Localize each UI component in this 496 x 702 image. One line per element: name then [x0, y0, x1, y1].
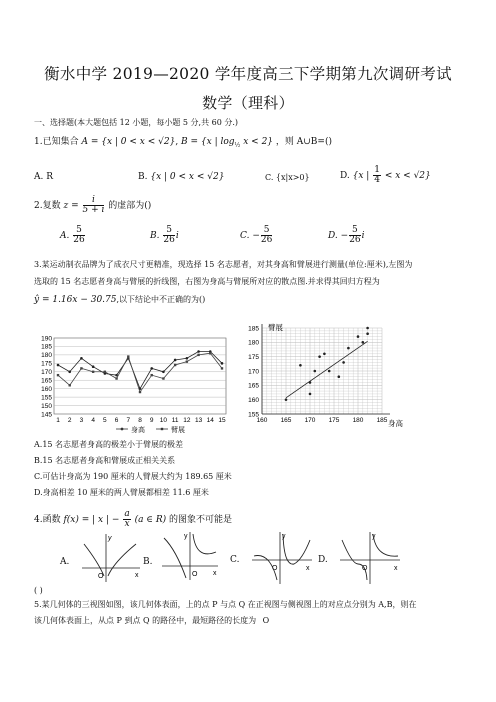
scatter-x-ticks	[257, 417, 388, 424]
q3-option-d: D.身高相差 10 厘米的两人臂展都相差 11.6 厘米	[34, 488, 209, 497]
scatter-y-tick-label: 160	[248, 396, 259, 404]
line-chart-x-tick-label: 1	[56, 417, 60, 424]
line-chart-x-tick-label: 12	[183, 417, 191, 424]
line-point-armspan	[221, 367, 223, 369]
q2-d-sign: −	[340, 231, 349, 241]
q2-b-fraction	[163, 226, 174, 245]
q2-ask: 的虚部为()	[108, 201, 152, 211]
line-point-armspan	[69, 384, 71, 386]
scatter-x-tick-label: 160	[256, 417, 268, 424]
question-4	[34, 510, 232, 529]
q4d-curve-right	[373, 534, 398, 556]
q2-fraction	[83, 196, 105, 215]
q1-d-pre: {x |	[352, 171, 370, 181]
q4-label-b: B.	[143, 557, 153, 567]
q4-graph-b	[160, 530, 220, 582]
line-point-armspan	[92, 371, 94, 373]
line-chart-y-tick-label: 150	[41, 402, 52, 410]
scatter-point	[357, 335, 360, 338]
exam-title: 衡水中学 2019—2020 学年度高三下学期第九次调研考试	[44, 65, 452, 83]
q4a-curve-right	[108, 544, 136, 576]
scatter-point	[328, 370, 331, 373]
scatter-y-tick-label: 155	[248, 411, 259, 419]
q1-set-b: B = {x | log	[181, 137, 235, 147]
q2-a-num: 5	[73, 226, 84, 236]
q4b-origin: O	[192, 571, 198, 578]
line-point-height	[197, 350, 200, 353]
q4-ask: 的图象不可能是	[169, 515, 233, 525]
q3-option-b: B.15 名志愿者身高和臂展成正相关关系	[34, 456, 176, 465]
scatter-grid	[262, 328, 382, 414]
line-point-height	[92, 365, 95, 368]
line-chart-y-ticks	[41, 335, 52, 418]
q2-num: i	[83, 196, 105, 206]
line-point-armspan	[80, 367, 82, 369]
line-chart-y-tick-label: 175	[41, 360, 52, 368]
line-chart-x-tick-label: 9	[149, 417, 154, 424]
q4-fraction	[123, 510, 130, 529]
q4-prefix: 4.函数	[34, 515, 61, 525]
height-armspan-line-chart	[36, 334, 236, 434]
q3-option-a: A.15 名志愿者身高的极差小于臂展的极差	[34, 440, 184, 449]
q2-option-d	[328, 226, 365, 245]
q2-c-fraction	[261, 226, 272, 245]
scatter-point	[309, 393, 312, 396]
q5-line-1: 5.某几何体的三视图如图，该几何体表面，上的点 P 与点 Q 在正视图与侧视图上的对应点分别为 A,B，则在	[34, 600, 417, 609]
q2-b-num: 5	[163, 226, 174, 236]
q2-c-sign: −	[252, 231, 260, 241]
q4c-x-label: x	[306, 565, 310, 572]
q3-line-3	[34, 294, 205, 306]
scatter-y-tick-label: 165	[248, 382, 259, 390]
q2-d-fraction	[349, 226, 360, 245]
scatter-point	[366, 327, 369, 330]
line-point-armspan	[139, 391, 141, 393]
q4b-y-label: y	[184, 533, 188, 540]
scatter-x-tick-label: 175	[328, 417, 340, 424]
line-chart-x-tick-label: 10	[159, 417, 168, 424]
q2-b-suffix: i	[175, 231, 179, 241]
q2-option-c	[240, 226, 273, 245]
scatter-y-tick-label: 170	[248, 368, 259, 376]
line-chart-y-tick-label: 165	[41, 377, 52, 385]
exam-subtitle: 数学（理科）	[202, 94, 294, 112]
q2-c-den: 26	[260, 235, 273, 245]
line-chart-legend	[116, 425, 185, 434]
line-point-armspan	[197, 354, 199, 356]
q5-ask: 该几何体表面上，从点 P 到点 Q 的路径中，最短路径的长度为	[34, 616, 257, 625]
q4d-y-label: y	[372, 533, 376, 540]
q1-d-fraction	[373, 166, 381, 185]
scatter-x-tick-label: 180	[352, 417, 364, 424]
legend-armspan-marker	[161, 428, 163, 430]
line-point-armspan	[209, 352, 211, 354]
scatter-point	[318, 355, 321, 358]
scatter-point	[299, 364, 302, 367]
q4-answer-paren: ( )	[34, 586, 43, 595]
scatter-point	[366, 332, 369, 335]
line-point-armspan	[115, 377, 117, 379]
line-chart-y-tick-label: 185	[41, 343, 52, 351]
scatter-y-tick-label: 185	[248, 325, 259, 333]
line-chart-y-tick-label: 170	[41, 369, 52, 377]
q3-line-1: 3.某运动制衣品牌为了成衣尺寸更精准，现选择 15 名志愿者，对其身高和臂展进行测量(单位:厘米),左图为	[34, 260, 413, 269]
line-chart-x-tick-label: 3	[79, 417, 84, 424]
q1-set-a: A = {x | 0 < x < √2}	[81, 137, 176, 147]
q1-b-text: {x | 0 < x < √2}	[150, 172, 225, 182]
line-point-armspan	[186, 360, 188, 362]
q1-d-num: 1	[374, 165, 380, 175]
q4-num: a	[124, 509, 130, 519]
legend-armspan-label: 臂展	[171, 427, 185, 434]
line-chart-x-tick-label: 14	[206, 417, 214, 424]
line-point-armspan	[174, 364, 176, 366]
q1-d-den: 4	[374, 175, 380, 185]
scatter-point	[285, 398, 288, 401]
line-point-height	[80, 357, 83, 360]
q1-option-c: C. {x|x>0}	[265, 173, 310, 182]
q1-option-a: A. R	[34, 172, 53, 182]
q5-tail: O	[262, 616, 270, 625]
q4d-origin: O	[362, 565, 368, 572]
line-chart-frame	[54, 338, 226, 414]
q2-a-fraction	[73, 226, 84, 245]
scatter-point	[362, 341, 365, 344]
q2-d-num: 5	[349, 226, 360, 236]
q4-graph-c	[250, 530, 314, 586]
line-point-height	[68, 370, 71, 373]
line-chart-y-tick-label: 180	[41, 352, 52, 360]
line-chart-x-tick-label: 6	[114, 417, 119, 424]
q4-cond: (a ∈ R)	[134, 515, 167, 525]
line-chart-x-tick-label: 5	[103, 417, 107, 424]
q2-d-label: D.	[328, 231, 338, 241]
q1-ask: ，则 A∪B=()	[275, 137, 332, 147]
q4c-y-label: y	[282, 533, 286, 540]
line-chart-x-tick-label: 4	[91, 417, 95, 424]
q4a-x-label: x	[135, 572, 139, 579]
line-chart-x-tick-label: 15	[218, 417, 226, 424]
q3-line-2: 选取的 15 名志愿者身高与臂展的折线图，右图为身高与臂展所对应的散点图.并求得其回归方程为	[34, 277, 380, 286]
q2-b-label: B.	[150, 231, 160, 241]
scatter-x-tick-label: 170	[304, 417, 316, 424]
q2-d-den: 26	[349, 235, 361, 245]
q4a-origin: O	[98, 573, 104, 580]
line-chart-x-tick-label: 13	[194, 417, 203, 424]
line-point-height	[174, 359, 177, 362]
q4-graph-a	[80, 532, 142, 584]
q2-prefix: 2.复数	[34, 201, 61, 211]
scatter-point	[314, 370, 317, 373]
legend-height-marker	[121, 428, 124, 431]
height-armspan-scatter-chart	[240, 322, 415, 444]
line-point-armspan	[162, 377, 164, 379]
line-point-armspan	[104, 371, 106, 373]
q4b-curve-right	[193, 534, 216, 554]
q1-option-b	[138, 172, 224, 183]
scatter-point	[347, 347, 350, 350]
line-chart-y-tick-label: 160	[41, 385, 52, 393]
q4a-curve-left	[84, 544, 104, 576]
scatter-y-tick-label: 180	[248, 339, 259, 347]
q1-d-label: D.	[340, 171, 350, 181]
q5-line-2	[34, 616, 269, 626]
scatter-point	[323, 353, 326, 356]
q3-equation: ŷ = 1.16x − 30.75	[34, 295, 117, 305]
scatter-x-tick-label: 165	[280, 417, 292, 424]
q1-b-label: B.	[138, 172, 148, 182]
q4-label-d: D.	[318, 555, 328, 565]
line-point-height	[221, 362, 224, 365]
q4b-x-label: x	[213, 570, 217, 577]
scatter-point	[342, 361, 345, 364]
line-series-height	[58, 352, 222, 389]
q1-prefix: 1.已知集合	[34, 137, 79, 147]
q4-den: x	[124, 519, 130, 529]
q2-den: 5 + i	[82, 205, 105, 215]
q4-func: f(x) = | x | −	[63, 515, 120, 525]
scatter-y-tick-label: 175	[248, 353, 259, 361]
scatter-x-tick-label: 185	[376, 417, 388, 424]
line-chart-y-tick-label: 190	[41, 335, 52, 343]
line-chart-y-tick-label: 145	[41, 411, 52, 419]
q2-b-den: 26	[163, 235, 175, 245]
q2-option-b	[150, 226, 179, 245]
q2-c-num: 5	[261, 226, 272, 236]
line-chart-y-tick-label: 155	[41, 394, 52, 402]
q4-label-a: A.	[60, 557, 70, 567]
q2-a-den: 26	[73, 235, 85, 245]
scatter-y-label: 臂展	[268, 323, 283, 332]
scatter-y-ticks	[248, 325, 259, 418]
q1-set-b-tail: x < 2}	[240, 137, 274, 147]
question-2	[34, 196, 151, 215]
line-point-armspan	[151, 374, 153, 376]
q4-graph-d	[338, 530, 402, 586]
section-heading: 一、选择题(本大题包括 12 小题，每小题 5 分,共 60 分.)	[34, 118, 239, 127]
line-point-height	[162, 370, 165, 373]
q2-a-label: A.	[60, 231, 70, 241]
q2-z: z =	[63, 201, 79, 211]
line-chart-x-ticks	[56, 417, 226, 424]
line-point-height	[57, 364, 60, 367]
scatter-x-label: 身高	[388, 419, 403, 428]
q1-log-base: ½	[234, 141, 241, 149]
legend-height-label: 身高	[131, 427, 145, 434]
q2-option-a	[60, 226, 86, 245]
question-1: 1.已知集合 A = {x | 0 < x < √2}, B = {x | $\log_{\frac{1}{2}} x < 2$} ，则 A∪B=()	[34, 137, 332, 149]
q2-c-label: C.	[240, 231, 250, 241]
line-chart-grid	[54, 338, 226, 414]
q4a-y-label: y	[108, 535, 112, 542]
line-chart-x-tick-label: 11	[171, 417, 179, 424]
line-point-height	[150, 367, 153, 370]
line-chart-x-tick-label: 8	[138, 417, 142, 424]
q1-option-d	[340, 166, 431, 185]
q4d-x-label: x	[394, 565, 398, 572]
line-chart-x-tick-label: 7	[126, 417, 131, 424]
scatter-point	[338, 375, 341, 378]
q4c-origin: O	[272, 565, 278, 572]
regression-line	[286, 341, 368, 398]
q3-option-c: C.可估计身高为 190 厘米的人臂展大约为 189.65 厘米	[34, 472, 232, 481]
q1-d-post: < x < √2}	[384, 171, 431, 181]
q2-d-suffix: i	[361, 231, 365, 241]
line-point-height	[186, 357, 189, 360]
q4-label-c: C.	[230, 555, 240, 565]
line-point-armspan	[127, 355, 129, 357]
line-chart-x-tick-label: 2	[67, 417, 72, 424]
q3-ask: ,以下结论中不正确的为()	[116, 295, 206, 304]
q4b-curve-left	[164, 538, 186, 578]
line-point-armspan	[57, 374, 59, 376]
